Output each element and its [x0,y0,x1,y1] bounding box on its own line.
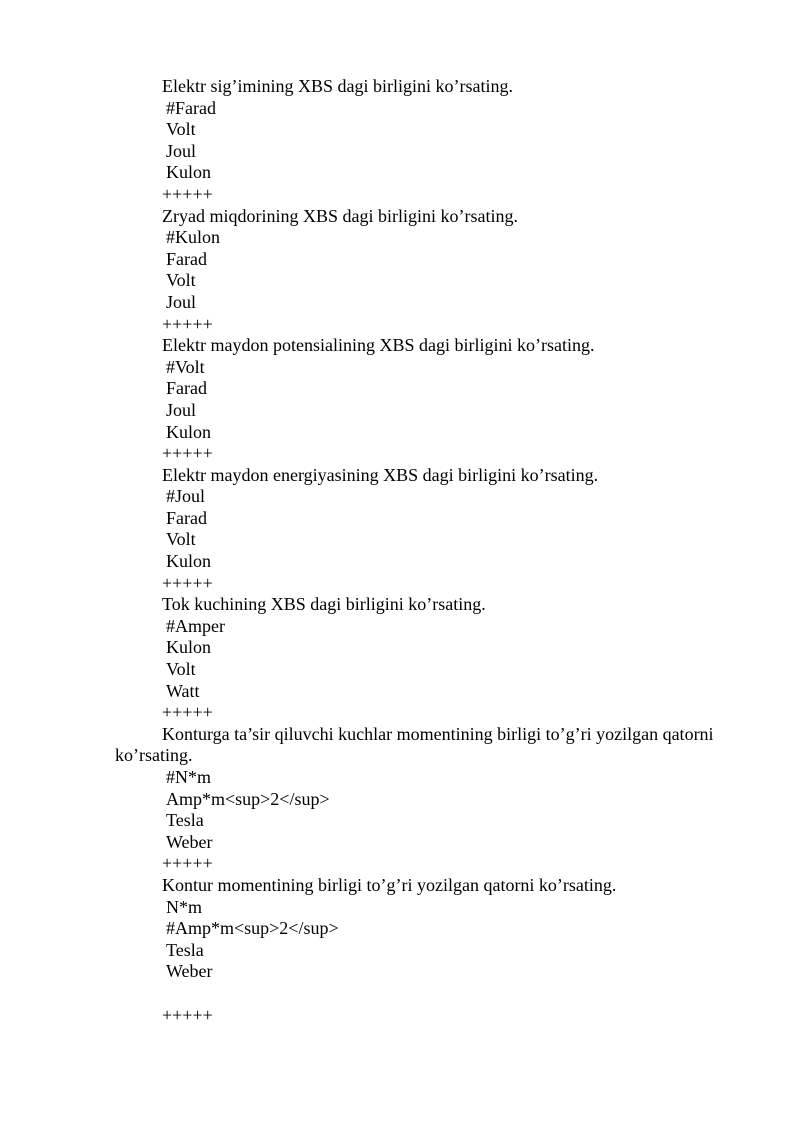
answer-option: Tesla [166,810,204,831]
answer-option: Joul [166,140,197,161]
question-text-continued: ko’rsating. [115,745,193,766]
blank-line [115,983,755,1005]
answer-option: Amp*m<sup>2</sup> [166,788,330,809]
question-separator: +++++ [162,572,213,593]
answer-option: Kulon [166,551,211,572]
answer-option: Kulon [166,162,211,183]
question-separator: +++++ [162,313,213,334]
question-separator: +++++ [162,853,213,874]
question-text: Elektr maydon energiyasining XBS dagi birligini ko’rsating. [162,464,599,485]
answer-option: #Amper [166,615,225,636]
answer-option: N*m [166,896,202,917]
answer-option: Farad [166,248,207,269]
question-separator: +++++ [162,1004,213,1025]
answer-option: Kulon [166,421,211,442]
question-separator: +++++ [162,183,213,204]
question-text: Elektr sig’imining XBS dagi birligini ko’rsating. [162,76,513,96]
answer-option: #Joul [166,486,206,507]
answer-option: Joul [166,291,197,312]
question-text: Tok kuchining XBS dagi birligini ko’rsating. [162,594,486,615]
question-text: Elektr maydon potensialining XBS dagi birligini ko’rsating. [162,335,595,356]
question-separator: +++++ [162,443,213,464]
answer-option: Volt [166,270,196,291]
answer-option: Farad [166,378,207,399]
answer-option: Kulon [166,637,211,658]
answer-option: Farad [166,507,207,528]
question-text: Zryad miqdorining XBS dagi birligini ko’rsating. [162,205,518,226]
answer-option: Tesla [166,939,204,960]
answer-option: Weber [166,831,213,852]
answer-option: Weber [166,961,213,982]
answer-option: #Volt [166,356,205,377]
answer-option: Watt [166,680,200,701]
answer-option: #N*m [166,767,211,787]
answer-option: Volt [166,529,196,550]
question-text: Kontur momentining birligi to’g’ri yozilgan qatorni ko’rsating. [162,874,617,895]
question-separator: +++++ [162,702,213,723]
answer-option: Volt [166,119,196,140]
answer-option: #Farad [166,97,216,118]
question-list [115,76,755,1026]
answer-option: #Kulon [166,227,220,248]
answer-option: Volt [166,659,196,680]
answer-option: Joul [166,399,197,420]
answer-option: #Amp*m<sup>2</sup> [166,918,339,939]
question-text: Konturga ta’sir qiluvchi kuchlar momentining birligi to’g’ri yozilgan qatorni [162,723,714,744]
